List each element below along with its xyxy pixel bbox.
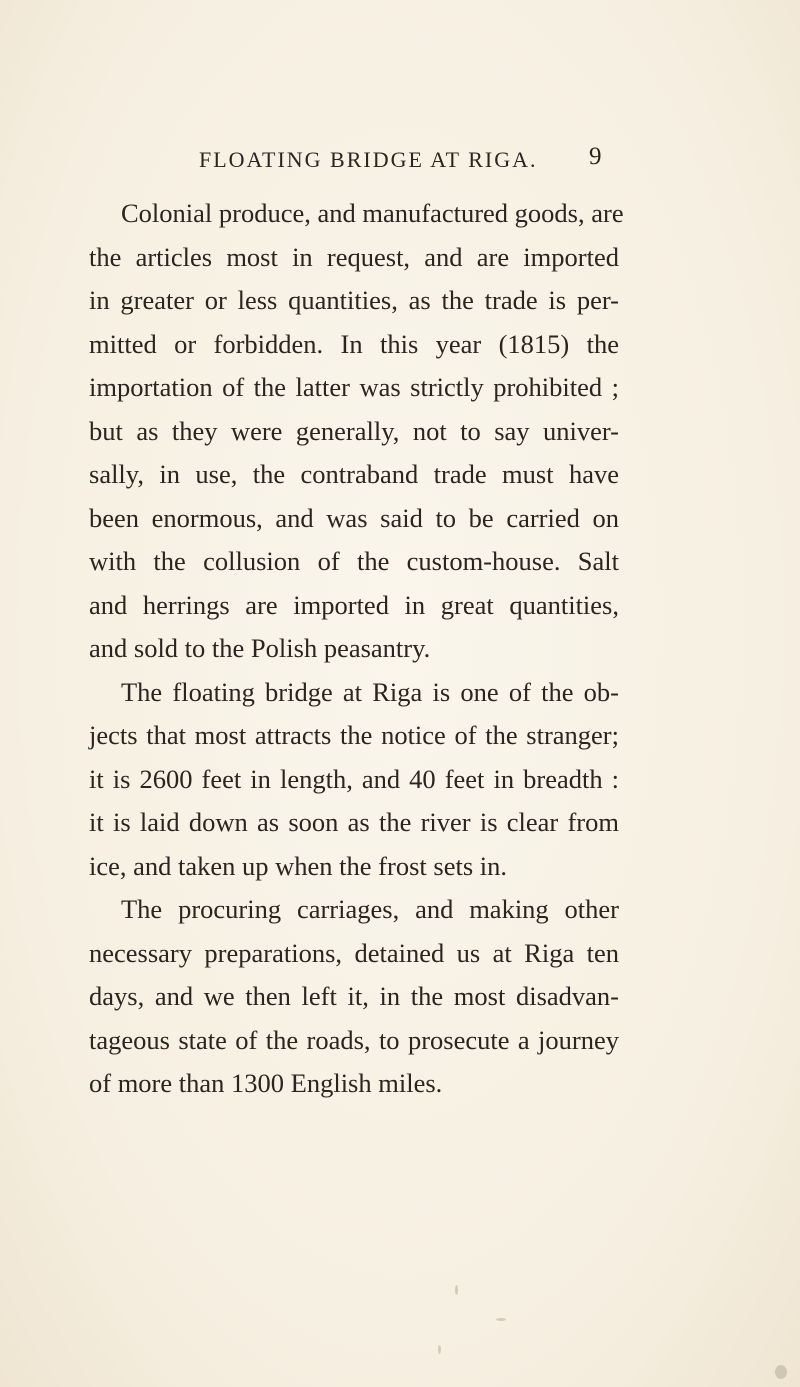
text-line: and sold to the Polish peasantry. (89, 633, 431, 663)
text-line: tageous state of the roads, to prosecute a journey (89, 1024, 619, 1055)
text-line: ice, and taken up when the frost sets in. (89, 850, 507, 881)
text-line: days, and we then left it, in the most disadvan- (89, 981, 619, 1011)
paper-speck (438, 1345, 441, 1354)
paper-speck (775, 1365, 787, 1379)
text-line: mitted or forbidden. In this year (1815) the (89, 328, 619, 359)
paragraph-floating-bridge (89, 671, 619, 889)
paper-speck (455, 1285, 458, 1295)
text-line: Colonial produce, and manufactured goods, are (121, 198, 624, 228)
text-line: it is 2600 feet in length, and 40 feet in breadth : (89, 763, 619, 794)
text-line: necessary preparations, detained us at Riga ten (89, 937, 619, 968)
text-line: The procuring carriages, and making other (121, 894, 619, 924)
text-line: jects that most attracts the notice of the stranger; (89, 720, 619, 750)
text-line: importation of the latter was strictly prohibited ; (89, 372, 619, 402)
paragraph-colonial-produce (89, 192, 624, 671)
text-line: it is laid down as soon as the river is clear from (89, 807, 619, 837)
paragraph-preparations (89, 888, 619, 1106)
page-number: 9 (589, 143, 602, 170)
running-title: FLOATING BRIDGE AT RIGA. (199, 147, 538, 172)
paper-speck (496, 1318, 506, 1321)
text-line: sally, in use, the contraband trade must have (89, 459, 619, 489)
text-line: the articles most in request, and are imported (89, 241, 619, 272)
text-line: been enormous, and was said to be carried on (89, 502, 619, 533)
text-line: in greater or less quantities, as the trade is per- (89, 285, 619, 315)
text-line: of more than 1300 English miles. (89, 1068, 443, 1098)
text-line: with the collusion of the custom-house. Salt (89, 546, 619, 576)
text-line: but as they were generally, not to say univer- (89, 415, 619, 446)
running-head (89, 143, 609, 179)
body-text (89, 192, 624, 1106)
text-line: and herrings are imported in great quantities, (89, 589, 619, 620)
text-line: The floating bridge at Riga is one of the ob- (121, 676, 619, 707)
